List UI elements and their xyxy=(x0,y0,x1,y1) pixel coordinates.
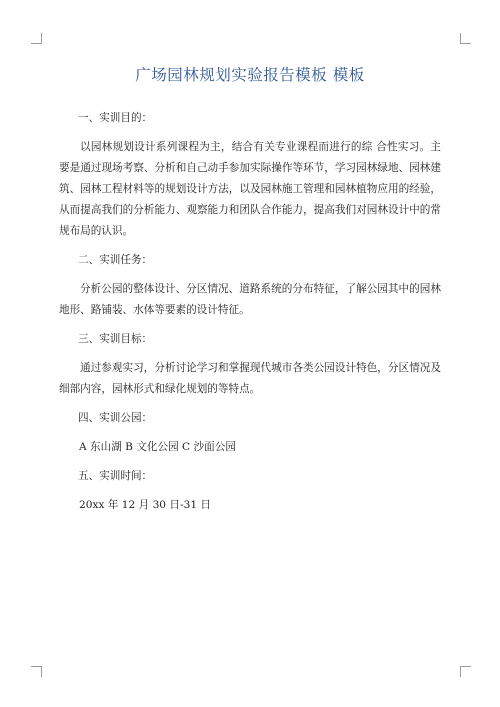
section-heading-task: 二、实训任务： xyxy=(78,254,153,266)
section-body-purpose: 以园林规划设计系列课程为主，结合有关专业课程而进行的综 合性实习。主要是通过现场考察、分析和自己动手参加实际操作等环节，学习园林绿地、园林建筑、园林工程材料等的规划设计方法，以及园林施工管理和园林植物应用的经验，从而提高我们的分析能力、观察能力和团队合作能力，提高我们对园林设计中的常规布局的认识。 xyxy=(59,141,441,237)
crop-mark-bottom-right xyxy=(460,666,471,677)
section-body-parks: A 东山湖 B 文化公园 C 沙面公园 xyxy=(79,441,236,453)
section-body-task: 分析公园的整体设计、分区情况、道路系统的分布特征，了解公园其中的园林地形、路铺装、水体等要素的设计特征。 xyxy=(59,283,441,316)
section-heading-parks: 四、实训公园： xyxy=(78,412,153,424)
section-heading-goal: 三、实训目标： xyxy=(78,333,153,345)
page-title: 广场园林规划实验报告模板 模板 xyxy=(135,66,365,84)
section-body-time: 20xx 年 12 月 30 日-31 日 xyxy=(79,499,212,511)
section-heading-purpose: 一、实训目的： xyxy=(78,112,153,124)
section-body-goal: 通过参观实习，分析讨论学习和掌握现代城市各类公园设计特色，分区情况及细部内容，园林形式和绿化规划的等特点。 xyxy=(59,362,441,395)
section-heading-time: 五、实训时间： xyxy=(78,470,153,482)
document-body xyxy=(59,108,441,516)
crop-mark-top-left xyxy=(31,33,42,44)
crop-mark-top-right xyxy=(460,33,471,44)
crop-mark-bottom-left xyxy=(31,666,42,677)
